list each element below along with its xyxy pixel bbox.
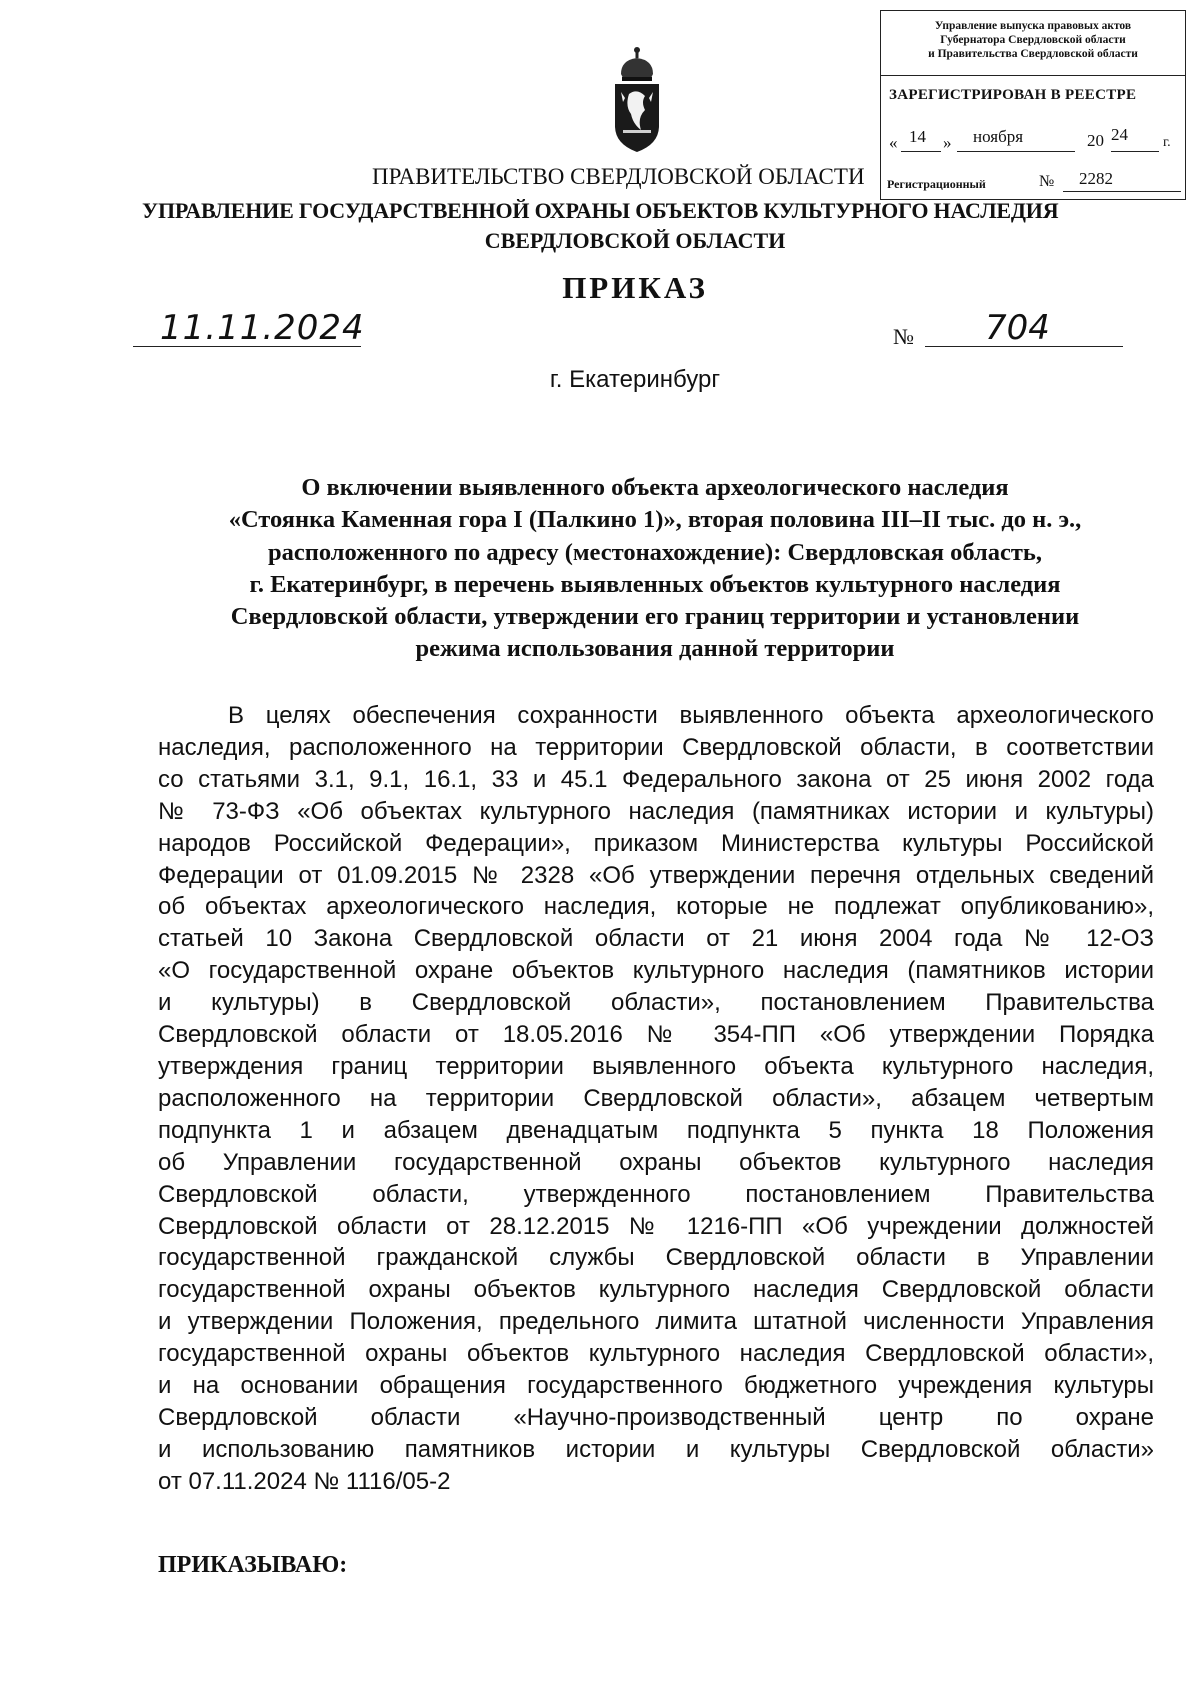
- stamp-year-suffix: 24: [1111, 125, 1128, 144]
- title-line: режима использования данной территории: [415, 635, 895, 663]
- stamp-quote-open: «: [889, 133, 898, 152]
- body-line: об объектах археологического наследия, которые не подлежат опубликованию»,: [158, 893, 1154, 921]
- stamp-month: ноября: [973, 127, 1024, 146]
- body-line: Свердловской области от 28.12.2015 № 1216-ПП «Об учреждении должностей: [158, 1212, 1154, 1240]
- city: г. Екатеринбург: [549, 366, 721, 393]
- agency-name-line2: СВЕРДЛОВСКОЙ ОБЛАСТИ: [484, 228, 786, 253]
- title-line: «Стоянка Каменная гора I (Палкино 1)», вторая половина III–II тыс. до н. э.,: [228, 506, 1082, 534]
- stamp-month-underline: [957, 151, 1075, 152]
- stamp-day-underline: [901, 151, 941, 152]
- stamp-divider: [881, 75, 1185, 76]
- body-line: со статьями 3.1, 9.1, 16.1, 33 и 45.1 Федерального закона от 25 июня 2002 года: [158, 765, 1154, 793]
- registration-stamp: [880, 10, 1186, 200]
- stamp-year-prefix: 20: [1087, 131, 1104, 150]
- body-line: Федерации от 01.09.2015 № 2328 «Об утверждении перечня отдельных сведений: [158, 861, 1154, 889]
- stamp-reg-number: 2282: [1079, 169, 1113, 188]
- body-line: от 07.11.2024 № 1116/05-2: [158, 1467, 451, 1495]
- document-number: 704: [985, 308, 1050, 348]
- body-line: подпункта 1 и абзацем двенадцатым подпункта 5 пункта 18 Положения: [158, 1116, 1154, 1144]
- body-line: и использованию памятников истории и культуры Свердловской области»: [158, 1435, 1154, 1463]
- stamp-reg-underline: [1063, 191, 1181, 192]
- title-line: Свердловской области, утверждении его границ территории и установлении: [230, 603, 1080, 631]
- body-line: утверждения границ территории выявленного объекта культурного наследия,: [158, 1052, 1154, 1080]
- stamp-year-unit: г.: [1163, 135, 1171, 150]
- stamp-reg-label: Регистрационный: [887, 177, 986, 191]
- body-line: Свердловской области «Научно-производственный центр по охране: [158, 1403, 1154, 1431]
- order-word: ПРИКАЗЫВАЮ:: [158, 1552, 348, 1578]
- stamp-date-line: [887, 121, 1183, 155]
- body-line: Свердловской области от 18.05.2016 № 354-ПП «Об утверждении Порядка: [158, 1021, 1154, 1049]
- body-line: статьей 10 Закона Свердловской области от 21 июня 2004 года № 12-ОЗ: [158, 925, 1154, 953]
- stamp-registered-label: ЗАРЕГИСТРИРОВАН В РЕЕСТРЕ: [889, 87, 1137, 103]
- body-line: и культуры) в Свердловской области», постановлением Правительства: [158, 989, 1154, 1017]
- body-line: государственной охраны объектов культурного наследия Свердловской области»,: [158, 1340, 1154, 1368]
- body-line: наследия, расположенного на территории Свердловской области, в соответствии: [158, 733, 1154, 761]
- coat-of-arms-emblem: [607, 44, 667, 154]
- body-line: Свердловской области, утвержденного постановлением Правительства: [158, 1180, 1154, 1208]
- stamp-dept-line: и Правительства Свердловской области: [928, 48, 1138, 60]
- document-body: [158, 700, 1154, 1498]
- title-line: г. Екатеринбург, в перечень выявленных объектов культурного наследия: [249, 570, 1061, 598]
- stamp-department: [881, 19, 1185, 61]
- body-line: об Управлении государственной охраны объектов культурного наследия: [158, 1148, 1154, 1176]
- title-line: расположенного по адресу (местонахождение): Свердловская область,: [267, 538, 1043, 566]
- date-underline: [133, 346, 361, 347]
- government-name: ПРАВИТЕЛЬСТВО СВЕРДЛОВСКОЙ ОБЛАСТИ: [372, 164, 865, 189]
- stamp-reg-no-sign: №: [1039, 173, 1055, 190]
- body-line: и утверждении Положения, предельного лимита штатной численности Управления: [158, 1308, 1154, 1336]
- body-line: государственной гражданской службы Свердловской области в Управлении: [158, 1244, 1154, 1272]
- body-line: расположенного на территории Свердловской области», абзацем четвертым: [158, 1084, 1154, 1112]
- number-sign: №: [893, 324, 914, 349]
- stamp-day: 14: [909, 127, 926, 146]
- body-line: № 73-ФЗ «Об объектах культурного наследия (памятниках истории и культуры): [158, 797, 1154, 825]
- number-underline: [925, 346, 1123, 347]
- document-date: 11.11.2024: [160, 308, 365, 348]
- stamp-registration-number-line: [887, 169, 1183, 195]
- stamp-dept-line: Губернатора Свердловской области: [940, 34, 1126, 46]
- body-line: «О государственной охране объектов культурного наследия (памятников истории: [158, 957, 1154, 985]
- document-type: ПРИКАЗ: [562, 270, 708, 305]
- body-line: и на основании обращения государственного бюджетного учреждения культуры: [158, 1372, 1154, 1400]
- agency-name-line1: УПРАВЛЕНИЕ ГОСУДАРСТВЕННОЙ ОХРАНЫ ОБЪЕКТОВ КУЛЬТУРНОГО НАСЛЕДИЯ: [142, 198, 1059, 223]
- stamp-quote-close: »: [943, 133, 952, 152]
- document-title: [140, 472, 1170, 666]
- body-line: государственной охраны объектов культурного наследия Свердловской области: [158, 1276, 1154, 1304]
- body-line: В целях обеспечения сохранности выявленного объекта археологического: [228, 702, 1154, 729]
- body-line: народов Российской Федерации», приказом Министерства культуры Российской: [158, 829, 1154, 857]
- title-line: О включении выявленного объекта археологического наследия: [301, 474, 1009, 501]
- stamp-dept-line: Управление выпуска правовых актов: [934, 20, 1132, 32]
- stamp-year-underline: [1111, 151, 1159, 152]
